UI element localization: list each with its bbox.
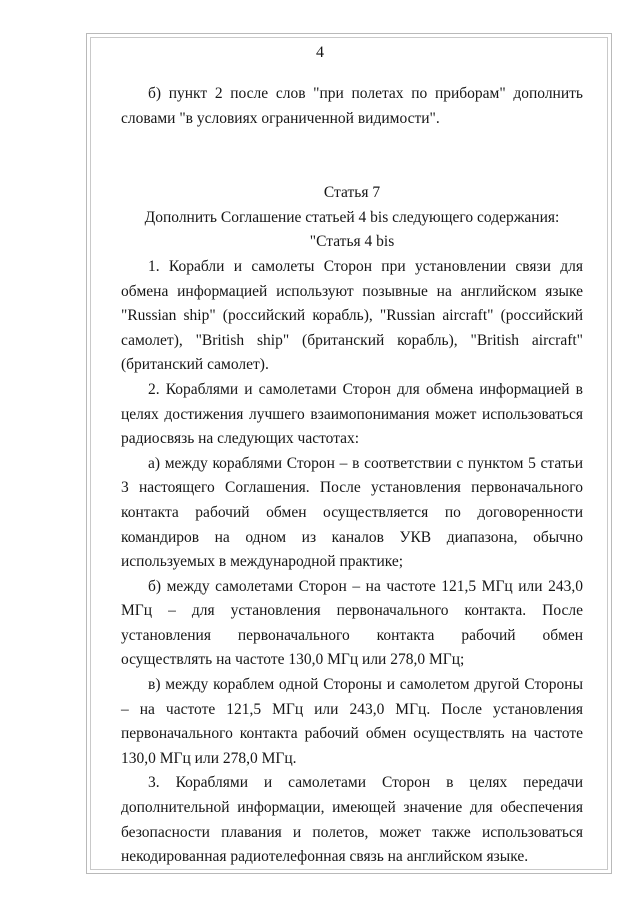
paragraph-2b: б) между самолетами Сторон – на частоте 121,5 МГц или 243,0 МГц – для установления первоначального контакта. После установления первоначального контакта рабочий обмен осуществлять на частоте 130,0 МГц или 278,0 МГц;: [121, 577, 583, 669]
page-number: 4: [316, 44, 324, 61]
paragraph-point-b: б) пункт 2 после слов "при полетах по приборам" дополнить словами "в условиях ограниченной видимости".: [121, 85, 583, 127]
paragraph-2a: а) между кораблями Сторон – в соответствии с пунктом 5 статьи 3 настоящего Соглашения. После установления первоначального контакта рабочий обмен осуществляется по договоренности командиров на одном из каналов УКВ диапазона, обычно используемых в международной практике;: [121, 454, 583, 571]
paragraph-2c: в) между кораблем одной Стороны и самолетом другой Стороны – на частоте 121,5 МГц или 243,0 МГц. После установления первоначального контакта рабочий обмен осуществлять на частоте 130,0 МГц или 278,0 МГц.: [121, 676, 583, 767]
paragraph-3: 3. Кораблями и самолетами Сторон в целях передачи дополнительной информации, имеющей значение для обеспечения безопасности плавания и полетов, может также использоваться некодированная радиотелефонная связь на английском языке.: [121, 774, 583, 866]
document-body: [121, 82, 583, 870]
spacer: [121, 131, 583, 181]
article-intro: Дополнить Соглашение статьей 4 bis следующего содержания:: [144, 208, 560, 226]
new-article-heading: "Статья 4 bis: [309, 233, 395, 251]
paragraph-2: 2. Кораблями и самолетами Сторон для обмена информацией в целях достижения лучшего взаимопонимания может использоваться радиосвязь на следующих частотах:: [121, 380, 583, 448]
paragraph-1: 1. Корабли и самолеты Сторон при установлении связи для обмена информацией используют позывные на английском языке "Russian ship" (российский корабль), "Russian aircraft" (российский самолет), "British ship" (британский корабль), "British aircraft" (британский самолет).: [121, 257, 583, 374]
article-heading: Статья 7: [323, 184, 381, 202]
